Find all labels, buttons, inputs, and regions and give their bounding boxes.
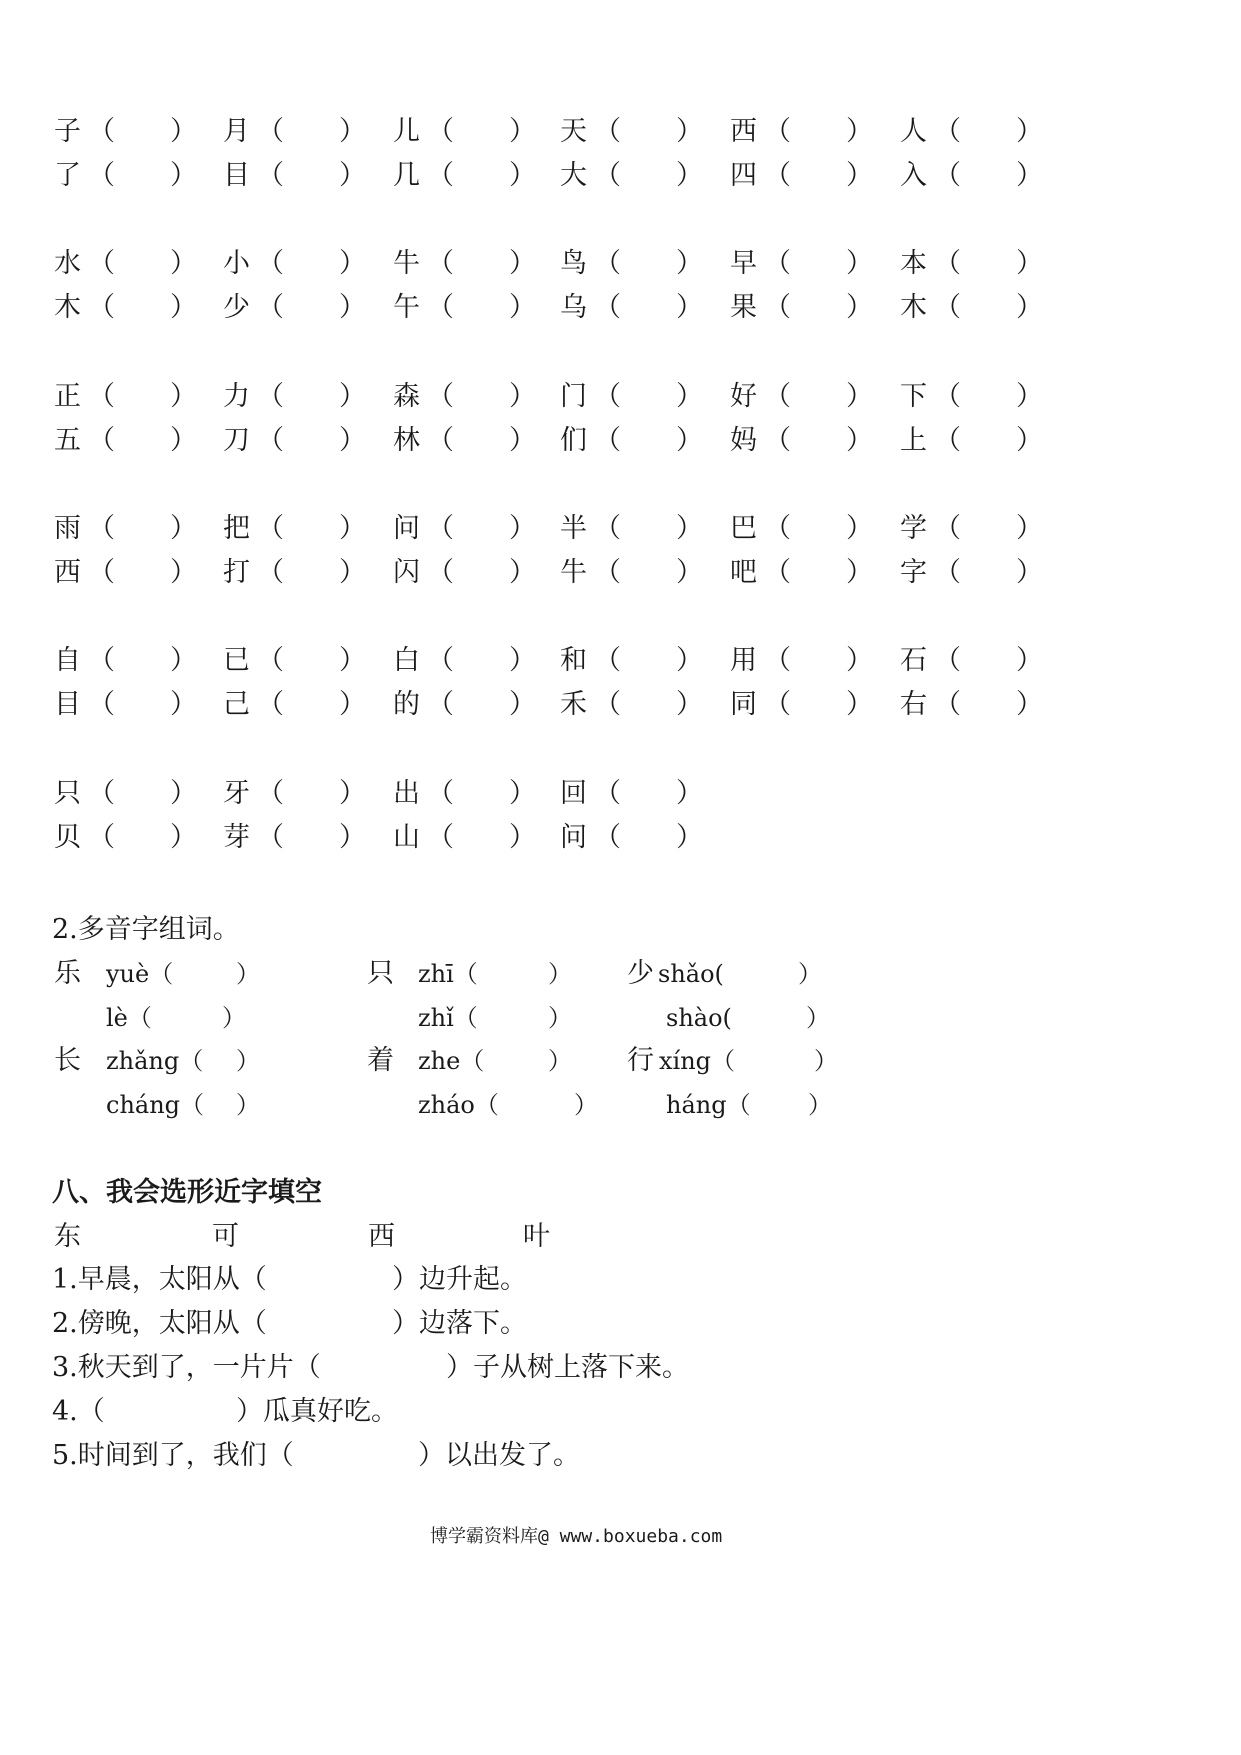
prompt-character: 把 — [223, 513, 250, 544]
blank-open-paren: （ — [88, 292, 115, 323]
blank-close-paren: ） — [846, 425, 873, 456]
blank-close-paren: ） — [339, 822, 366, 853]
prompt-character: 问 — [560, 822, 587, 853]
prompt-character: 大 — [560, 160, 587, 191]
prompt-character: 本 — [900, 248, 927, 279]
blank-close-paren: ） — [339, 645, 366, 676]
blank-close-paren: ） — [846, 557, 873, 588]
blank-close-paren: ） — [676, 116, 703, 147]
prompt-character: 巴 — [730, 513, 757, 544]
prompt-character: 牛 — [560, 557, 587, 588]
prompt-character: 四 — [730, 160, 757, 191]
blank-open-paren: （ — [594, 822, 621, 853]
blank-close-paren: ） — [170, 557, 197, 588]
blank-open-paren: （ — [934, 381, 961, 412]
blank-close-paren: ） — [846, 381, 873, 412]
blank-open-paren: （ — [594, 689, 621, 720]
prompt-character: 目 — [54, 689, 81, 720]
footer-watermark: 博学霸资料库@ www.boxueba.com — [430, 1526, 723, 1547]
pinyin-reading: zháo（ — [418, 1091, 499, 1119]
blank-open-paren: （ — [427, 557, 454, 588]
question-prompt: 3.秋天到了，一片片（ — [52, 1352, 321, 1383]
blank-close-paren: ） — [509, 645, 536, 676]
question-continuation: ）以出发了。 — [418, 1440, 580, 1471]
prompt-character: 下 — [900, 381, 927, 412]
prompt-character: 木 — [54, 292, 81, 323]
polyphone-char: 只 — [367, 958, 394, 989]
polyphone-title: 2.多音字组词。 — [52, 914, 240, 945]
blank-close-paren: ） — [676, 513, 703, 544]
prompt-character: 五 — [54, 425, 81, 456]
blank-close-paren: ） — [1016, 689, 1043, 720]
prompt-character: 牙 — [223, 778, 250, 809]
blank-close-paren: ） — [846, 248, 873, 279]
prompt-character: 午 — [393, 292, 420, 323]
blank-open-paren: （ — [934, 689, 961, 720]
blank-close-paren: ） — [170, 292, 197, 323]
blank-open-paren: （ — [427, 645, 454, 676]
answer-blank: ） — [236, 960, 260, 988]
blank-open-paren: （ — [88, 248, 115, 279]
prompt-character: 禾 — [560, 689, 587, 720]
prompt-character: 鸟 — [560, 248, 587, 279]
prompt-character: 儿 — [393, 116, 420, 147]
pinyin-reading: yuè（ — [106, 960, 174, 988]
blank-open-paren: （ — [594, 160, 621, 191]
blank-open-paren: （ — [594, 292, 621, 323]
option-character: 东 — [54, 1221, 81, 1252]
answer-blank: ） — [574, 1091, 598, 1119]
blank-close-paren: ） — [676, 160, 703, 191]
pinyin-reading: shào( — [666, 1004, 732, 1032]
pinyin-reading: zhī（ — [418, 960, 478, 988]
blank-open-paren: （ — [88, 822, 115, 853]
blank-close-paren: ） — [1016, 116, 1043, 147]
prompt-character: 正 — [54, 381, 81, 412]
blank-close-paren: ） — [339, 778, 366, 809]
prompt-character: 门 — [560, 381, 587, 412]
blank-open-paren: （ — [764, 645, 791, 676]
blank-close-paren: ） — [509, 689, 536, 720]
prompt-character: 学 — [900, 513, 927, 544]
blank-open-paren: （ — [427, 292, 454, 323]
prompt-character: 问 — [393, 513, 420, 544]
blank-close-paren: ） — [170, 822, 197, 853]
blank-open-paren: （ — [257, 381, 284, 412]
blank-open-paren: （ — [88, 425, 115, 456]
blank-open-paren: （ — [594, 778, 621, 809]
blank-close-paren: ） — [676, 645, 703, 676]
prompt-character: 贝 — [54, 822, 81, 853]
blank-open-paren: （ — [764, 160, 791, 191]
prompt-character: 己 — [223, 689, 250, 720]
blank-open-paren: （ — [934, 513, 961, 544]
section-heading: 八、我会选形近字填空 — [52, 1177, 322, 1208]
prompt-character: 吧 — [730, 557, 757, 588]
blank-open-paren: （ — [427, 116, 454, 147]
blank-close-paren: ） — [509, 292, 536, 323]
blank-close-paren: ） — [339, 381, 366, 412]
blank-close-paren: ） — [509, 822, 536, 853]
blank-open-paren: （ — [594, 381, 621, 412]
prompt-character: 几 — [393, 160, 420, 191]
blank-open-paren: （ — [427, 513, 454, 544]
blank-open-paren: （ — [88, 116, 115, 147]
blank-close-paren: ） — [1016, 645, 1043, 676]
blank-open-paren: （ — [594, 116, 621, 147]
answer-blank: ） — [236, 1047, 260, 1075]
blank-close-paren: ） — [509, 513, 536, 544]
blank-open-paren: （ — [88, 645, 115, 676]
blank-close-paren: ） — [1016, 160, 1043, 191]
blank-open-paren: （ — [427, 248, 454, 279]
blank-close-paren: ） — [170, 381, 197, 412]
pinyin-reading: cháng（ — [106, 1091, 205, 1119]
prompt-character: 林 — [393, 425, 420, 456]
polyphone-char: 少 — [627, 958, 654, 989]
blank-close-paren: ） — [170, 513, 197, 544]
question-continuation: ）瓜真好吃。 — [236, 1396, 398, 1427]
blank-close-paren: ） — [339, 689, 366, 720]
blank-open-paren: （ — [88, 689, 115, 720]
blank-close-paren: ） — [170, 160, 197, 191]
blank-open-paren: （ — [257, 248, 284, 279]
blank-close-paren: ） — [509, 160, 536, 191]
prompt-character: 右 — [900, 689, 927, 720]
blank-close-paren: ） — [846, 160, 873, 191]
answer-blank: ） — [236, 1091, 260, 1119]
blank-close-paren: ） — [676, 292, 703, 323]
prompt-character: 自 — [54, 645, 81, 676]
blank-open-paren: （ — [934, 557, 961, 588]
blank-close-paren: ） — [509, 778, 536, 809]
prompt-character: 果 — [730, 292, 757, 323]
question-continuation: ）边落下。 — [392, 1308, 527, 1339]
prompt-character: 目 — [223, 160, 250, 191]
blank-close-paren: ） — [676, 381, 703, 412]
blank-open-paren: （ — [88, 778, 115, 809]
question-continuation: ）子从树上落下来。 — [446, 1352, 689, 1383]
blank-open-paren: （ — [257, 645, 284, 676]
prompt-character: 石 — [900, 645, 927, 676]
blank-close-paren: ） — [339, 425, 366, 456]
prompt-character: 森 — [393, 381, 420, 412]
blank-open-paren: （ — [764, 292, 791, 323]
prompt-character: 已 — [223, 645, 250, 676]
answer-blank: ） — [222, 1004, 246, 1032]
answer-blank: ） — [548, 1047, 572, 1075]
prompt-character: 打 — [223, 557, 250, 588]
blank-open-paren: （ — [257, 822, 284, 853]
blank-open-paren: （ — [257, 116, 284, 147]
blank-close-paren: ） — [170, 778, 197, 809]
blank-open-paren: （ — [594, 557, 621, 588]
prompt-character: 刀 — [223, 425, 250, 456]
prompt-character: 只 — [54, 778, 81, 809]
blank-close-paren: ） — [676, 689, 703, 720]
blank-close-paren: ） — [170, 248, 197, 279]
blank-open-paren: （ — [764, 248, 791, 279]
blank-close-paren: ） — [846, 645, 873, 676]
blank-close-paren: ） — [846, 513, 873, 544]
blank-open-paren: （ — [594, 513, 621, 544]
blank-open-paren: （ — [257, 778, 284, 809]
blank-open-paren: （ — [764, 116, 791, 147]
blank-close-paren: ） — [509, 425, 536, 456]
question-prompt: 5.时间到了，我们（ — [52, 1440, 294, 1471]
prompt-character: 字 — [900, 557, 927, 588]
blank-close-paren: ） — [676, 425, 703, 456]
option-character: 可 — [212, 1221, 239, 1252]
blank-close-paren: ） — [339, 292, 366, 323]
prompt-character: 出 — [393, 778, 420, 809]
prompt-character: 上 — [900, 425, 927, 456]
prompt-character: 小 — [223, 248, 250, 279]
blank-close-paren: ） — [509, 381, 536, 412]
prompt-character: 水 — [54, 248, 81, 279]
answer-blank: ） — [814, 1047, 838, 1075]
blank-close-paren: ） — [509, 248, 536, 279]
question-prompt: 2.傍晚，太阳从（ — [52, 1308, 267, 1339]
blank-open-paren: （ — [88, 513, 115, 544]
blank-open-paren: （ — [257, 292, 284, 323]
blank-open-paren: （ — [934, 160, 961, 191]
blank-open-paren: （ — [427, 822, 454, 853]
blank-close-paren: ） — [509, 557, 536, 588]
blank-close-paren: ） — [170, 689, 197, 720]
pinyin-reading: xíng（ — [659, 1047, 736, 1075]
blank-close-paren: ） — [676, 248, 703, 279]
blank-open-paren: （ — [257, 425, 284, 456]
prompt-character: 同 — [730, 689, 757, 720]
blank-open-paren: （ — [934, 292, 961, 323]
blank-open-paren: （ — [427, 689, 454, 720]
pinyin-reading: zhǐ（ — [418, 1004, 478, 1032]
blank-open-paren: （ — [427, 778, 454, 809]
blank-open-paren: （ — [764, 689, 791, 720]
blank-close-paren: ） — [676, 778, 703, 809]
answer-blank: ） — [548, 1004, 572, 1032]
prompt-character: 的 — [393, 689, 420, 720]
blank-open-paren: （ — [764, 557, 791, 588]
blank-close-paren: ） — [509, 116, 536, 147]
polyphone-char: 行 — [627, 1045, 654, 1076]
blank-close-paren: ） — [339, 513, 366, 544]
question-prompt: 1.早晨，太阳从（ — [52, 1264, 267, 1295]
blank-open-paren: （ — [594, 248, 621, 279]
answer-blank: ） — [798, 960, 822, 988]
blank-open-paren: （ — [594, 645, 621, 676]
blank-open-paren: （ — [934, 425, 961, 456]
blank-close-paren: ） — [339, 557, 366, 588]
answer-blank: ） — [806, 1004, 830, 1032]
pinyin-reading: lè（ — [106, 1004, 152, 1032]
prompt-character: 雨 — [54, 513, 81, 544]
prompt-character: 力 — [223, 381, 250, 412]
blank-close-paren: ） — [1016, 248, 1043, 279]
prompt-character: 山 — [393, 822, 420, 853]
pinyin-reading: shǎo( — [658, 960, 724, 988]
blank-open-paren: （ — [934, 116, 961, 147]
prompt-character: 好 — [730, 381, 757, 412]
blank-close-paren: ） — [846, 292, 873, 323]
blank-open-paren: （ — [427, 425, 454, 456]
question-continuation: ）边升起。 — [392, 1264, 527, 1295]
blank-close-paren: ） — [339, 248, 366, 279]
blank-open-paren: （ — [88, 557, 115, 588]
prompt-character: 少 — [223, 292, 250, 323]
prompt-character: 月 — [223, 116, 250, 147]
blank-open-paren: （ — [427, 160, 454, 191]
blank-close-paren: ） — [339, 160, 366, 191]
option-character: 叶 — [523, 1221, 550, 1252]
blank-open-paren: （ — [257, 513, 284, 544]
blank-open-paren: （ — [257, 160, 284, 191]
prompt-character: 回 — [560, 778, 587, 809]
blank-open-paren: （ — [257, 557, 284, 588]
blank-open-paren: （ — [934, 248, 961, 279]
pinyin-reading: zhe（ — [418, 1047, 485, 1075]
prompt-character: 木 — [900, 292, 927, 323]
blank-open-paren: （ — [764, 381, 791, 412]
prompt-character: 牛 — [393, 248, 420, 279]
prompt-character: 天 — [560, 116, 587, 147]
prompt-character: 们 — [560, 425, 587, 456]
option-character: 西 — [368, 1221, 395, 1252]
prompt-character: 和 — [560, 645, 587, 676]
blank-close-paren: ） — [1016, 425, 1043, 456]
prompt-character: 乌 — [560, 292, 587, 323]
blank-open-paren: （ — [257, 689, 284, 720]
prompt-character: 人 — [900, 116, 927, 147]
prompt-character: 妈 — [730, 425, 757, 456]
blank-close-paren: ） — [170, 645, 197, 676]
prompt-character: 西 — [730, 116, 757, 147]
blank-close-paren: ） — [1016, 513, 1043, 544]
blank-open-paren: （ — [427, 381, 454, 412]
blank-close-paren: ） — [676, 557, 703, 588]
blank-close-paren: ） — [339, 116, 366, 147]
polyphone-char: 长 — [54, 1045, 81, 1076]
blank-open-paren: （ — [934, 645, 961, 676]
prompt-character: 芽 — [223, 822, 250, 853]
prompt-character: 西 — [54, 557, 81, 588]
blank-close-paren: ） — [1016, 292, 1043, 323]
prompt-character: 子 — [54, 116, 81, 147]
prompt-character: 用 — [730, 645, 757, 676]
answer-blank: ） — [808, 1091, 832, 1119]
prompt-character: 早 — [730, 248, 757, 279]
blank-close-paren: ） — [1016, 381, 1043, 412]
prompt-character: 闪 — [393, 557, 420, 588]
blank-open-paren: （ — [88, 160, 115, 191]
prompt-character: 入 — [900, 160, 927, 191]
question-prompt: 4.（ — [52, 1396, 105, 1427]
prompt-character: 白 — [393, 645, 420, 676]
prompt-character: 了 — [54, 160, 81, 191]
blank-open-paren: （ — [594, 425, 621, 456]
pinyin-reading: háng（ — [666, 1091, 751, 1119]
pinyin-reading: zhǎng（ — [106, 1047, 204, 1075]
blank-open-paren: （ — [88, 381, 115, 412]
blank-close-paren: ） — [676, 822, 703, 853]
blank-open-paren: （ — [764, 513, 791, 544]
polyphone-char: 乐 — [54, 958, 81, 989]
blank-close-paren: ） — [1016, 557, 1043, 588]
prompt-character: 半 — [560, 513, 587, 544]
blank-close-paren: ） — [846, 116, 873, 147]
blank-close-paren: ） — [846, 689, 873, 720]
blank-close-paren: ） — [170, 116, 197, 147]
blank-open-paren: （ — [764, 425, 791, 456]
polyphone-char: 着 — [367, 1045, 394, 1076]
blank-close-paren: ） — [170, 425, 197, 456]
answer-blank: ） — [548, 960, 572, 988]
